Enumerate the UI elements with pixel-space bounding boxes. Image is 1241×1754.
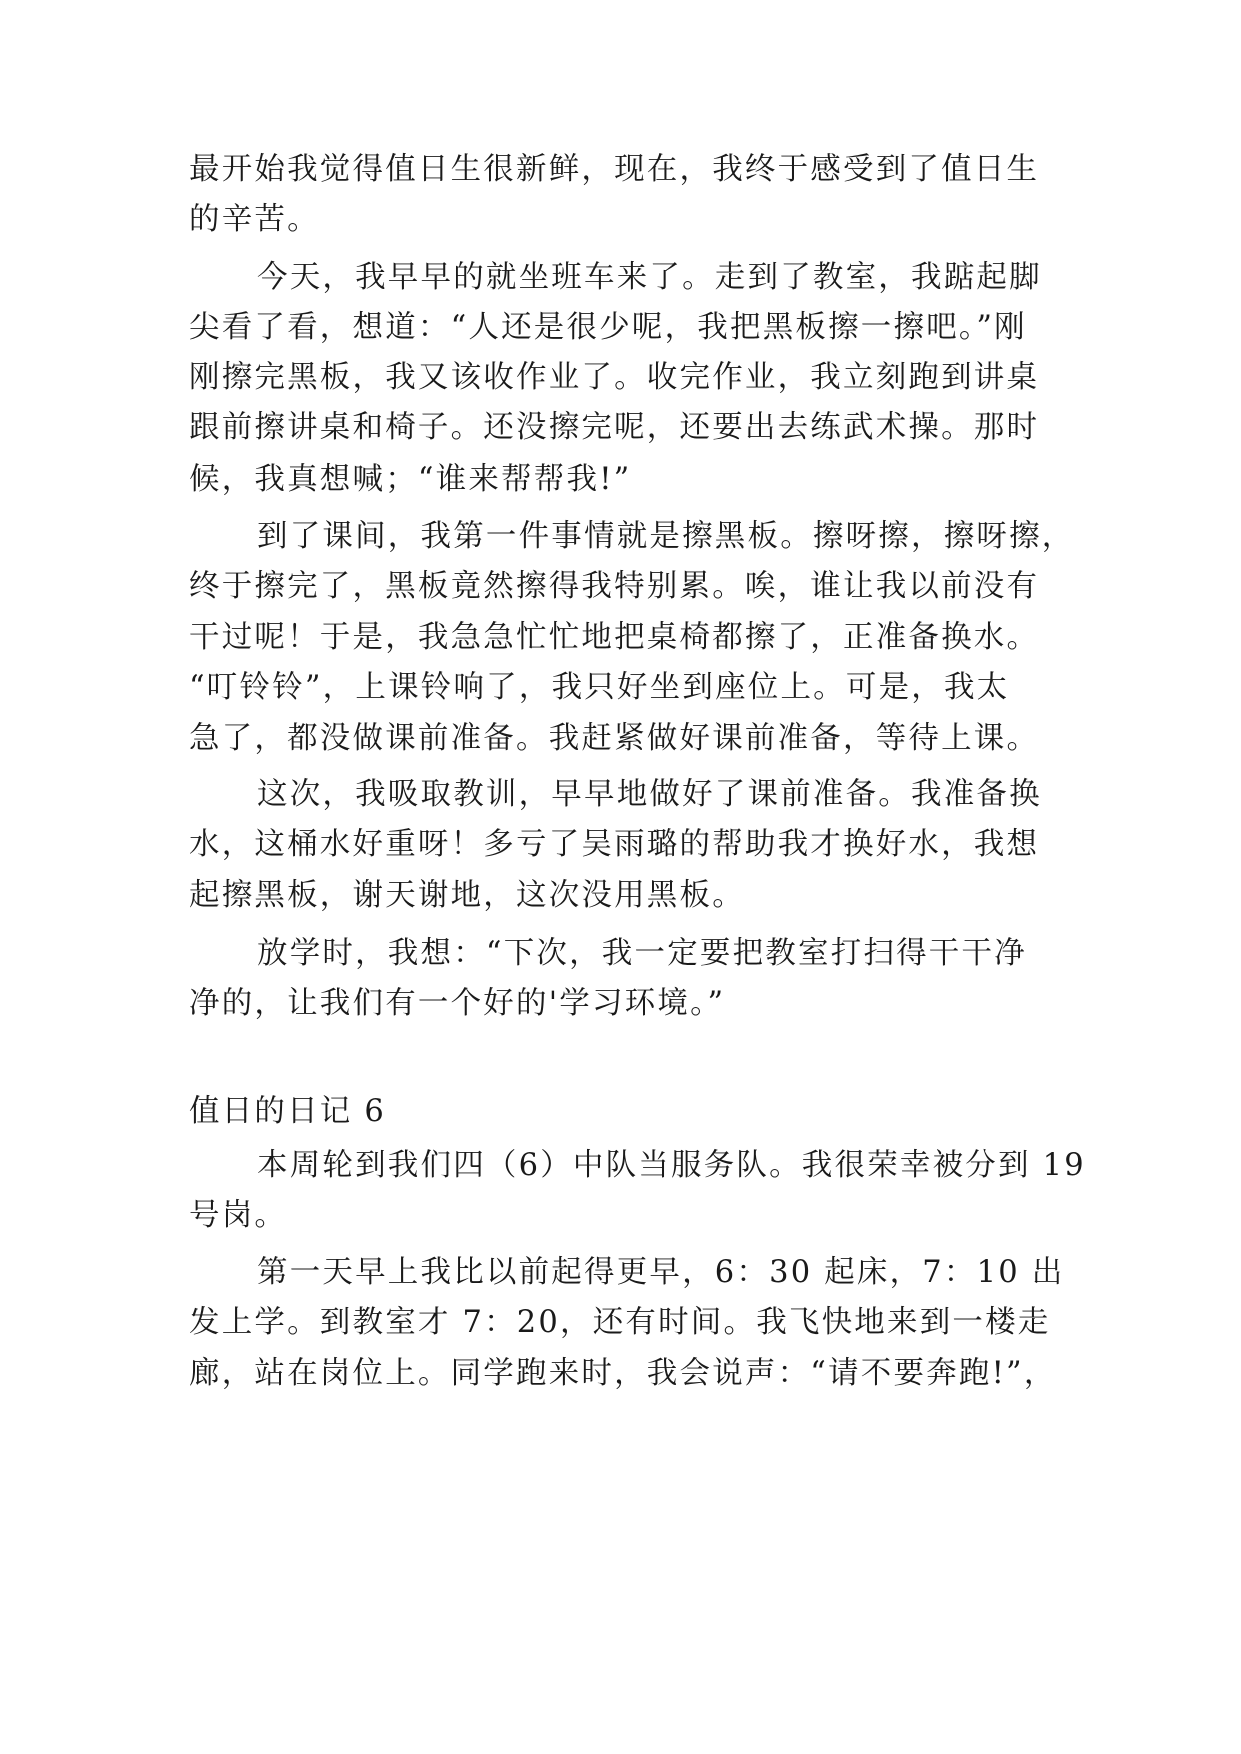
text-line: 最开始我觉得值日生很新鲜，现在，我终于感受到了值日生 <box>189 152 1040 187</box>
text-line: 急了，都没做课前准备。我赶紧做好课前准备，等待上课。 <box>189 721 1040 756</box>
text-line: 干过呢！于是，我急急忙忙地把桌椅都擦了，正准备换水。 <box>189 620 1040 655</box>
text-line: 廊，站在岗位上。同学跑来时，我会说声：“请不要奔跑!”， <box>189 1356 1057 1391</box>
paragraph-first-line: 第一天早上我比以前起得更早，6：30 起床，7：10 出 <box>257 1255 1065 1290</box>
paragraph-first-line: 今天，我早早的就坐班车来了。走到了教室，我踮起脚 <box>257 260 1042 295</box>
text-line: 号岗。 <box>189 1198 288 1233</box>
text-line: 起擦黑板，谢天谢地，这次没用黑板。 <box>189 878 745 913</box>
text-line: 跟前擦讲桌和椅子。还没擦完呢，还要出去练武术操。那时 <box>189 410 1040 445</box>
section-heading: 值日的日记 6 <box>189 1094 386 1129</box>
paragraph-first-line: 放学时，我想：“下次，我一定要把教室打扫得干干净 <box>257 936 1027 971</box>
text-line: 候，我真想喊；“谁来帮帮我!” <box>189 462 632 497</box>
text-line: “叮铃铃”，上课铃响了，我只好坐到座位上。可是，我太 <box>189 670 1010 705</box>
text-line: 刚擦完黑板，我又该收作业了。收完作业，我立刻跑到讲桌 <box>189 360 1040 395</box>
text-line: 终于擦完了，黑板竟然擦得我特别累。唉，谁让我以前没有 <box>189 569 1040 604</box>
paragraph-first-line: 这次，我吸取教训，早早地做好了课前准备。我准备换 <box>257 777 1042 812</box>
text-line: 尖看了看，想道：“人还是很少呢，我把黑板擦一擦吧。”刚 <box>189 310 1027 345</box>
text-line: 发上学。到教室才 7：20，还有时间。我飞快地来到一楼走 <box>189 1305 1051 1340</box>
text-line: 水，这桶水好重呀！多亏了吴雨璐的帮助我才换好水，我想 <box>189 827 1040 862</box>
paragraph-first-line: 本周轮到我们四（6）中队当服务队。我很荣幸被分到 19 <box>257 1148 1086 1183</box>
text-line: 净的，让我们有一个好的'学习环境。” <box>189 986 726 1021</box>
paragraph-first-line: 到了课间，我第一件事情就是擦黑板。擦呀擦，擦呀擦， <box>257 519 1075 554</box>
text-line: 的辛苦。 <box>189 202 320 237</box>
